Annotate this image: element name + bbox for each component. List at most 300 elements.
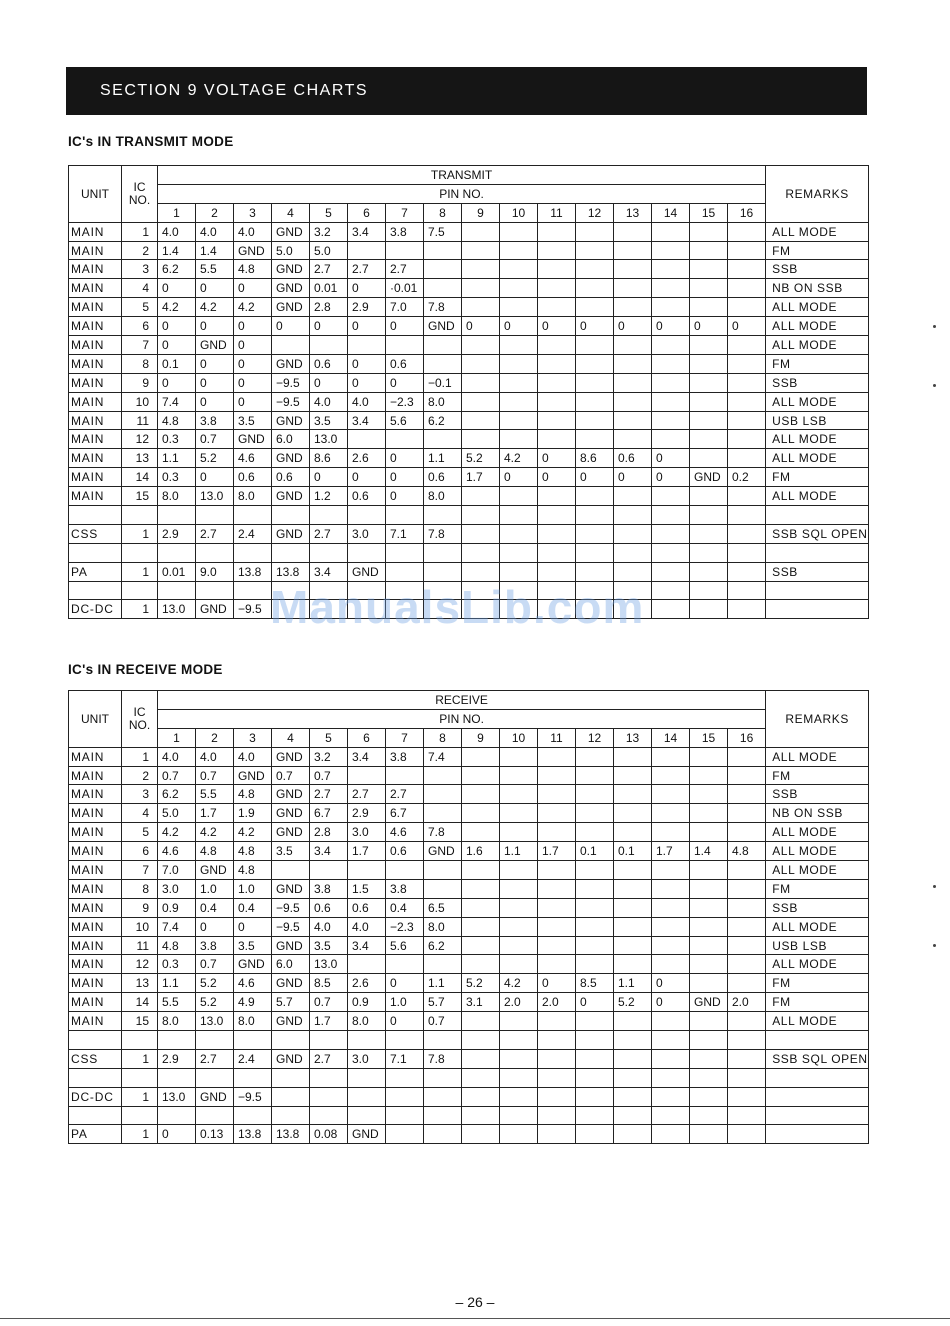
unit-cell: MAIN <box>69 936 122 955</box>
pin-voltage-cell: 0 <box>158 336 196 355</box>
pin-voltage-cell <box>500 430 538 449</box>
pin-voltage-cell: 1.1 <box>424 974 462 993</box>
pin-voltage-cell <box>652 506 690 525</box>
pin-voltage-cell <box>158 1106 196 1125</box>
pin-voltage-cell <box>576 955 614 974</box>
margin-mark <box>933 384 936 387</box>
pin-voltage-cell: −9.5 <box>234 1087 272 1106</box>
pin-voltage-cell <box>728 936 766 955</box>
pin-voltage-cell <box>690 898 728 917</box>
pin-voltage-cell <box>576 823 614 842</box>
pin-number-header: 7 <box>386 728 424 747</box>
pin-voltage-cell: 7.4 <box>424 747 462 766</box>
pin-voltage-cell: 2.7 <box>196 524 234 543</box>
ic-number-cell <box>122 1031 158 1050</box>
pin-voltage-cell <box>728 430 766 449</box>
pin-voltage-cell: 0 <box>196 354 234 373</box>
pin-voltage-cell <box>652 747 690 766</box>
ic-number-cell: 10 <box>122 917 158 936</box>
mode-header: RECEIVE <box>158 691 766 710</box>
pin-voltage-cell <box>462 955 500 974</box>
pin-voltage-cell <box>576 411 614 430</box>
pin-voltage-cell <box>728 1106 766 1125</box>
pin-voltage-cell: 0.7 <box>158 766 196 785</box>
pin-voltage-cell <box>690 766 728 785</box>
pin-voltage-cell <box>500 936 538 955</box>
remarks-cell: SSB <box>766 373 869 392</box>
pin-voltage-cell: 4.8 <box>158 411 196 430</box>
pin-voltage-cell: 9.0 <box>196 562 234 581</box>
pin-voltage-cell <box>462 279 500 298</box>
pin-voltage-cell: 2.0 <box>500 993 538 1012</box>
pin-voltage-cell: 4.2 <box>196 298 234 317</box>
pin-voltage-cell <box>500 879 538 898</box>
pin-voltage-cell: 0.4 <box>196 898 234 917</box>
ic-no-header: IC NO. <box>122 691 158 748</box>
ic-number-cell: 4 <box>122 279 158 298</box>
pin-voltage-cell <box>576 336 614 355</box>
page-number: – 26 – <box>455 1294 495 1310</box>
pin-voltage-cell <box>576 298 614 317</box>
pin-voltage-cell <box>576 1012 614 1031</box>
pin-voltage-cell: 0.6 <box>614 449 652 468</box>
unit-header: UNIT <box>69 691 122 748</box>
pin-voltage-cell <box>462 823 500 842</box>
pin-voltage-cell: 0 <box>500 468 538 487</box>
pin-voltage-cell <box>728 298 766 317</box>
pin-voltage-cell <box>462 222 500 241</box>
pin-voltage-cell <box>538 766 576 785</box>
pin-voltage-cell: 4.2 <box>500 449 538 468</box>
pin-voltage-cell: 8.0 <box>348 1012 386 1031</box>
pin-voltage-cell <box>424 260 462 279</box>
pin-voltage-cell: 6.5 <box>424 898 462 917</box>
pin-voltage-cell <box>196 543 234 562</box>
pin-voltage-cell <box>728 1031 766 1050</box>
pin-voltage-cell: GND <box>272 936 310 955</box>
remarks-cell <box>766 1125 869 1144</box>
pin-voltage-cell: 2.9 <box>158 524 196 543</box>
pin-voltage-cell: 0.7 <box>196 955 234 974</box>
pin-voltage-cell: GND <box>272 279 310 298</box>
table-row <box>69 993 869 1012</box>
ic-number-cell: 12 <box>122 430 158 449</box>
pin-voltage-cell: 2.0 <box>538 993 576 1012</box>
unit-cell: MAIN <box>69 241 122 260</box>
pin-voltage-cell <box>614 747 652 766</box>
pin-number-header: 10 <box>500 728 538 747</box>
pin-voltage-cell <box>462 1106 500 1125</box>
pin-voltage-cell: 0 <box>196 373 234 392</box>
remarks-cell <box>766 581 869 600</box>
pin-voltage-cell <box>462 373 500 392</box>
pin-voltage-cell: 0 <box>348 468 386 487</box>
table-row <box>69 260 869 279</box>
pin-number-header: 8 <box>424 203 462 222</box>
ic-number-cell: 1 <box>122 1125 158 1144</box>
ic-number-cell: 12 <box>122 955 158 974</box>
pin-voltage-cell: 8.6 <box>576 449 614 468</box>
pin-number-header: 2 <box>196 728 234 747</box>
pin-number-header: 6 <box>348 203 386 222</box>
transmit-table-title: IC's IN TRANSMIT MODE <box>68 134 234 149</box>
table-row <box>69 468 869 487</box>
unit-cell: MAIN <box>69 411 122 430</box>
remarks-header: REMARKS <box>766 691 869 748</box>
pin-voltage-cell <box>196 1031 234 1050</box>
pin-voltage-cell <box>538 898 576 917</box>
pin-voltage-cell: 0 <box>614 317 652 336</box>
pin-voltage-cell: 2.7 <box>310 1049 348 1068</box>
pin-voltage-cell <box>652 581 690 600</box>
unit-cell: MAIN <box>69 298 122 317</box>
pin-voltage-cell <box>234 543 272 562</box>
pin-voltage-cell <box>690 543 728 562</box>
pin-voltage-cell <box>576 562 614 581</box>
pin-voltage-cell: 2.7 <box>348 260 386 279</box>
table-row <box>69 898 869 917</box>
margin-mark <box>933 944 936 947</box>
pin-voltage-cell <box>576 766 614 785</box>
pin-voltage-cell <box>500 279 538 298</box>
pin-voltage-cell: 0 <box>538 974 576 993</box>
remarks-cell: USB LSB <box>766 936 869 955</box>
pin-voltage-cell: 0 <box>234 336 272 355</box>
remarks-cell: ALL MODE <box>766 823 869 842</box>
pin-voltage-cell <box>614 766 652 785</box>
unit-cell: CSS <box>69 524 122 543</box>
pin-voltage-cell <box>424 336 462 355</box>
pin-voltage-cell: 7.8 <box>424 1049 462 1068</box>
pin-voltage-cell: 0 <box>196 468 234 487</box>
pin-voltage-cell: 1.4 <box>158 241 196 260</box>
pin-voltage-cell: 2.7 <box>348 785 386 804</box>
pin-voltage-cell <box>576 392 614 411</box>
pin-voltage-cell: GND <box>690 468 728 487</box>
pin-voltage-cell <box>424 279 462 298</box>
pin-voltage-cell: 5.7 <box>424 993 462 1012</box>
pin-voltage-cell: 1.4 <box>690 842 728 861</box>
pin-number-header: 3 <box>234 203 272 222</box>
remarks-header: REMARKS <box>766 166 869 223</box>
remarks-cell <box>766 600 869 619</box>
pin-voltage-cell <box>728 785 766 804</box>
pin-voltage-cell <box>652 1049 690 1068</box>
ic-number-cell: 11 <box>122 411 158 430</box>
ic-number-cell: 7 <box>122 336 158 355</box>
pin-voltage-cell <box>728 861 766 880</box>
pin-voltage-cell <box>386 562 424 581</box>
pin-voltage-cell: 0 <box>652 974 690 993</box>
pin-voltage-cell <box>690 506 728 525</box>
pin-voltage-cell: −2.3 <box>386 917 424 936</box>
pin-voltage-cell <box>690 1106 728 1125</box>
remarks-cell: FM <box>766 879 869 898</box>
pin-voltage-cell: −2.3 <box>386 392 424 411</box>
pin-voltage-cell: 2.7 <box>386 785 424 804</box>
pin-voltage-cell: 13.8 <box>272 1125 310 1144</box>
pin-voltage-cell <box>576 1068 614 1087</box>
pin-voltage-cell <box>614 411 652 430</box>
pin-number-header: 6 <box>348 728 386 747</box>
pin-voltage-cell <box>728 804 766 823</box>
pin-voltage-cell <box>690 974 728 993</box>
pin-voltage-cell <box>652 354 690 373</box>
pin-voltage-cell: 4.2 <box>500 974 538 993</box>
pin-voltage-cell <box>538 524 576 543</box>
pin-voltage-cell: 3.4 <box>348 747 386 766</box>
pin-voltage-cell: 4.8 <box>234 785 272 804</box>
pin-voltage-cell <box>348 336 386 355</box>
pin-voltage-cell <box>500 1125 538 1144</box>
pin-voltage-cell <box>310 336 348 355</box>
pin-voltage-cell: 4.8 <box>234 842 272 861</box>
pin-voltage-cell <box>690 373 728 392</box>
table-row <box>69 842 869 861</box>
pin-voltage-cell <box>576 222 614 241</box>
pin-voltage-cell <box>538 298 576 317</box>
mode-header: TRANSMIT <box>158 166 766 185</box>
pin-voltage-cell: 3.4 <box>348 411 386 430</box>
unit-cell: DC-DC <box>69 1087 122 1106</box>
pin-voltage-cell: GND <box>234 430 272 449</box>
ic-number-cell: 4 <box>122 804 158 823</box>
pin-voltage-cell: GND <box>234 241 272 260</box>
pin-voltage-cell <box>728 373 766 392</box>
pin-voltage-cell <box>728 974 766 993</box>
pin-voltage-cell <box>462 506 500 525</box>
pin-voltage-cell <box>310 1031 348 1050</box>
pin-voltage-cell: 0 <box>234 279 272 298</box>
remarks-cell: FM <box>766 241 869 260</box>
pin-voltage-cell <box>652 222 690 241</box>
pin-voltage-cell <box>690 298 728 317</box>
pin-voltage-cell <box>576 1106 614 1125</box>
pin-voltage-cell: 0 <box>538 449 576 468</box>
pin-voltage-cell: 5.0 <box>158 804 196 823</box>
pin-voltage-cell: 0 <box>500 317 538 336</box>
pin-voltage-cell <box>690 336 728 355</box>
ic-number-cell: 5 <box>122 823 158 842</box>
pin-voltage-cell <box>538 487 576 506</box>
pin-voltage-cell <box>424 879 462 898</box>
ic-number-cell <box>122 506 158 525</box>
unit-cell: MAIN <box>69 804 122 823</box>
pin-number-header: 12 <box>576 728 614 747</box>
pin-voltage-cell <box>348 241 386 260</box>
pin-voltage-cell: GND <box>348 562 386 581</box>
table-row <box>69 766 869 785</box>
pin-voltage-cell: 0 <box>386 468 424 487</box>
ic-number-cell: 2 <box>122 241 158 260</box>
pin-voltage-cell <box>690 411 728 430</box>
pin-voltage-cell <box>538 279 576 298</box>
unit-cell: MAIN <box>69 336 122 355</box>
pin-voltage-cell: GND <box>272 298 310 317</box>
table-row <box>69 823 869 842</box>
table-row <box>69 804 869 823</box>
pin-voltage-cell <box>576 804 614 823</box>
pin-voltage-cell <box>348 430 386 449</box>
pin-voltage-cell <box>614 260 652 279</box>
ic-number-cell: 2 <box>122 766 158 785</box>
pin-voltage-cell <box>158 506 196 525</box>
pin-voltage-cell <box>690 430 728 449</box>
pin-voltage-cell: 2.6 <box>348 974 386 993</box>
pin-voltage-cell: 0 <box>386 487 424 506</box>
ic-number-cell: 11 <box>122 936 158 955</box>
pin-voltage-cell <box>196 581 234 600</box>
pin-voltage-cell <box>500 506 538 525</box>
unit-cell: MAIN <box>69 449 122 468</box>
pin-voltage-cell <box>462 1012 500 1031</box>
pin-voltage-cell <box>576 487 614 506</box>
pin-voltage-cell <box>386 861 424 880</box>
table-row <box>69 917 869 936</box>
pin-voltage-cell <box>424 562 462 581</box>
pin-voltage-cell: GND <box>424 842 462 861</box>
pin-voltage-cell: ·0.01 <box>386 279 424 298</box>
pin-voltage-cell <box>462 543 500 562</box>
pin-voltage-cell <box>576 524 614 543</box>
pin-voltage-cell: 1.1 <box>158 449 196 468</box>
pin-voltage-cell: 5.6 <box>386 936 424 955</box>
pin-voltage-cell <box>424 543 462 562</box>
pin-number-header: 9 <box>462 203 500 222</box>
unit-cell: MAIN <box>69 955 122 974</box>
pin-voltage-cell <box>424 1106 462 1125</box>
table-row <box>69 317 869 336</box>
pin-number-header: 5 <box>310 728 348 747</box>
pin-voltage-cell: 3.4 <box>348 222 386 241</box>
margin-mark <box>933 325 936 328</box>
pin-voltage-cell <box>576 354 614 373</box>
pin-voltage-cell <box>196 1106 234 1125</box>
table-row <box>69 506 869 525</box>
pin-voltage-cell <box>690 562 728 581</box>
pin-voltage-cell <box>500 260 538 279</box>
pin-voltage-cell <box>462 879 500 898</box>
pin-voltage-cell <box>424 1031 462 1050</box>
pin-voltage-cell: 0.3 <box>158 468 196 487</box>
pin-voltage-cell <box>234 1031 272 1050</box>
pin-voltage-cell <box>462 411 500 430</box>
pin-voltage-cell <box>234 1106 272 1125</box>
pin-voltage-cell <box>462 747 500 766</box>
pin-voltage-cell <box>424 506 462 525</box>
pin-voltage-cell: 5.5 <box>196 785 234 804</box>
pin-voltage-cell: 0.7 <box>196 430 234 449</box>
pin-voltage-cell <box>728 879 766 898</box>
pin-voltage-cell <box>690 917 728 936</box>
remarks-cell <box>766 1087 869 1106</box>
ic-number-cell <box>122 581 158 600</box>
pin-voltage-cell <box>614 487 652 506</box>
pin-voltage-cell: 2.9 <box>348 298 386 317</box>
pin-voltage-cell: 8.0 <box>234 1012 272 1031</box>
pin-voltage-cell: GND <box>272 1012 310 1031</box>
pin-voltage-cell: 0 <box>386 974 424 993</box>
pin-voltage-cell <box>538 1031 576 1050</box>
pin-voltage-cell: 0.1 <box>576 842 614 861</box>
pin-voltage-cell <box>728 955 766 974</box>
pin-voltage-cell <box>538 747 576 766</box>
pin-voltage-cell <box>386 1087 424 1106</box>
pin-voltage-cell <box>728 260 766 279</box>
pin-voltage-cell: 0.08 <box>310 1125 348 1144</box>
pin-voltage-cell <box>500 298 538 317</box>
table-row <box>69 354 869 373</box>
pin-voltage-cell: 3.5 <box>234 936 272 955</box>
pin-voltage-cell: 2.4 <box>234 1049 272 1068</box>
pin-voltage-cell: 0 <box>652 317 690 336</box>
pin-voltage-cell: 0 <box>386 1012 424 1031</box>
pin-voltage-cell <box>652 766 690 785</box>
pin-voltage-cell: 1.1 <box>158 974 196 993</box>
pin-voltage-cell: 0.9 <box>158 898 196 917</box>
unit-cell: MAIN <box>69 279 122 298</box>
pin-voltage-cell: 0.7 <box>196 766 234 785</box>
ic-number-cell: 10 <box>122 392 158 411</box>
ic-number-cell: 15 <box>122 487 158 506</box>
pin-voltage-cell: 4.2 <box>234 298 272 317</box>
unit-cell: MAIN <box>69 974 122 993</box>
pin-voltage-cell: 3.8 <box>310 879 348 898</box>
pin-voltage-cell: 4.0 <box>196 222 234 241</box>
pin-voltage-cell <box>386 1125 424 1144</box>
pin-voltage-cell <box>538 373 576 392</box>
ic-number-cell: 1 <box>122 600 158 619</box>
pin-voltage-cell: 3.2 <box>310 222 348 241</box>
remarks-cell: FM <box>766 354 869 373</box>
pin-voltage-cell: 13.0 <box>158 1087 196 1106</box>
pin-voltage-cell: 4.6 <box>234 449 272 468</box>
pin-voltage-cell: GND <box>424 317 462 336</box>
pin-voltage-cell: 0 <box>234 317 272 336</box>
pin-voltage-cell <box>424 354 462 373</box>
table-row <box>69 1012 869 1031</box>
pin-voltage-cell: 0 <box>538 468 576 487</box>
pin-voltage-cell <box>690 279 728 298</box>
pin-voltage-cell <box>462 336 500 355</box>
pin-voltage-cell <box>728 600 766 619</box>
unit-cell: MAIN <box>69 487 122 506</box>
pin-voltage-cell <box>462 524 500 543</box>
pin-voltage-cell: 8.0 <box>424 487 462 506</box>
pin-voltage-cell <box>690 747 728 766</box>
remarks-cell: NB ON SSB <box>766 279 869 298</box>
pin-voltage-cell: 2.9 <box>158 1049 196 1068</box>
pin-voltage-cell <box>424 1068 462 1087</box>
pin-voltage-cell: 3.0 <box>158 879 196 898</box>
pin-voltage-cell <box>462 487 500 506</box>
table-row <box>69 279 869 298</box>
pin-voltage-cell: GND <box>690 993 728 1012</box>
pin-voltage-cell: 13.0 <box>158 600 196 619</box>
pin-voltage-cell: 1.7 <box>348 842 386 861</box>
pin-voltage-cell <box>576 241 614 260</box>
ic-number-cell: 9 <box>122 898 158 917</box>
pin-voltage-cell <box>348 1087 386 1106</box>
pin-voltage-cell <box>462 766 500 785</box>
pin-voltage-cell: 0 <box>348 373 386 392</box>
pin-voltage-cell <box>234 506 272 525</box>
unit-cell <box>69 1068 122 1087</box>
pin-voltage-cell <box>348 955 386 974</box>
pin-voltage-cell <box>728 1068 766 1087</box>
pin-voltage-cell <box>690 861 728 880</box>
pin-number-header: 2 <box>196 203 234 222</box>
